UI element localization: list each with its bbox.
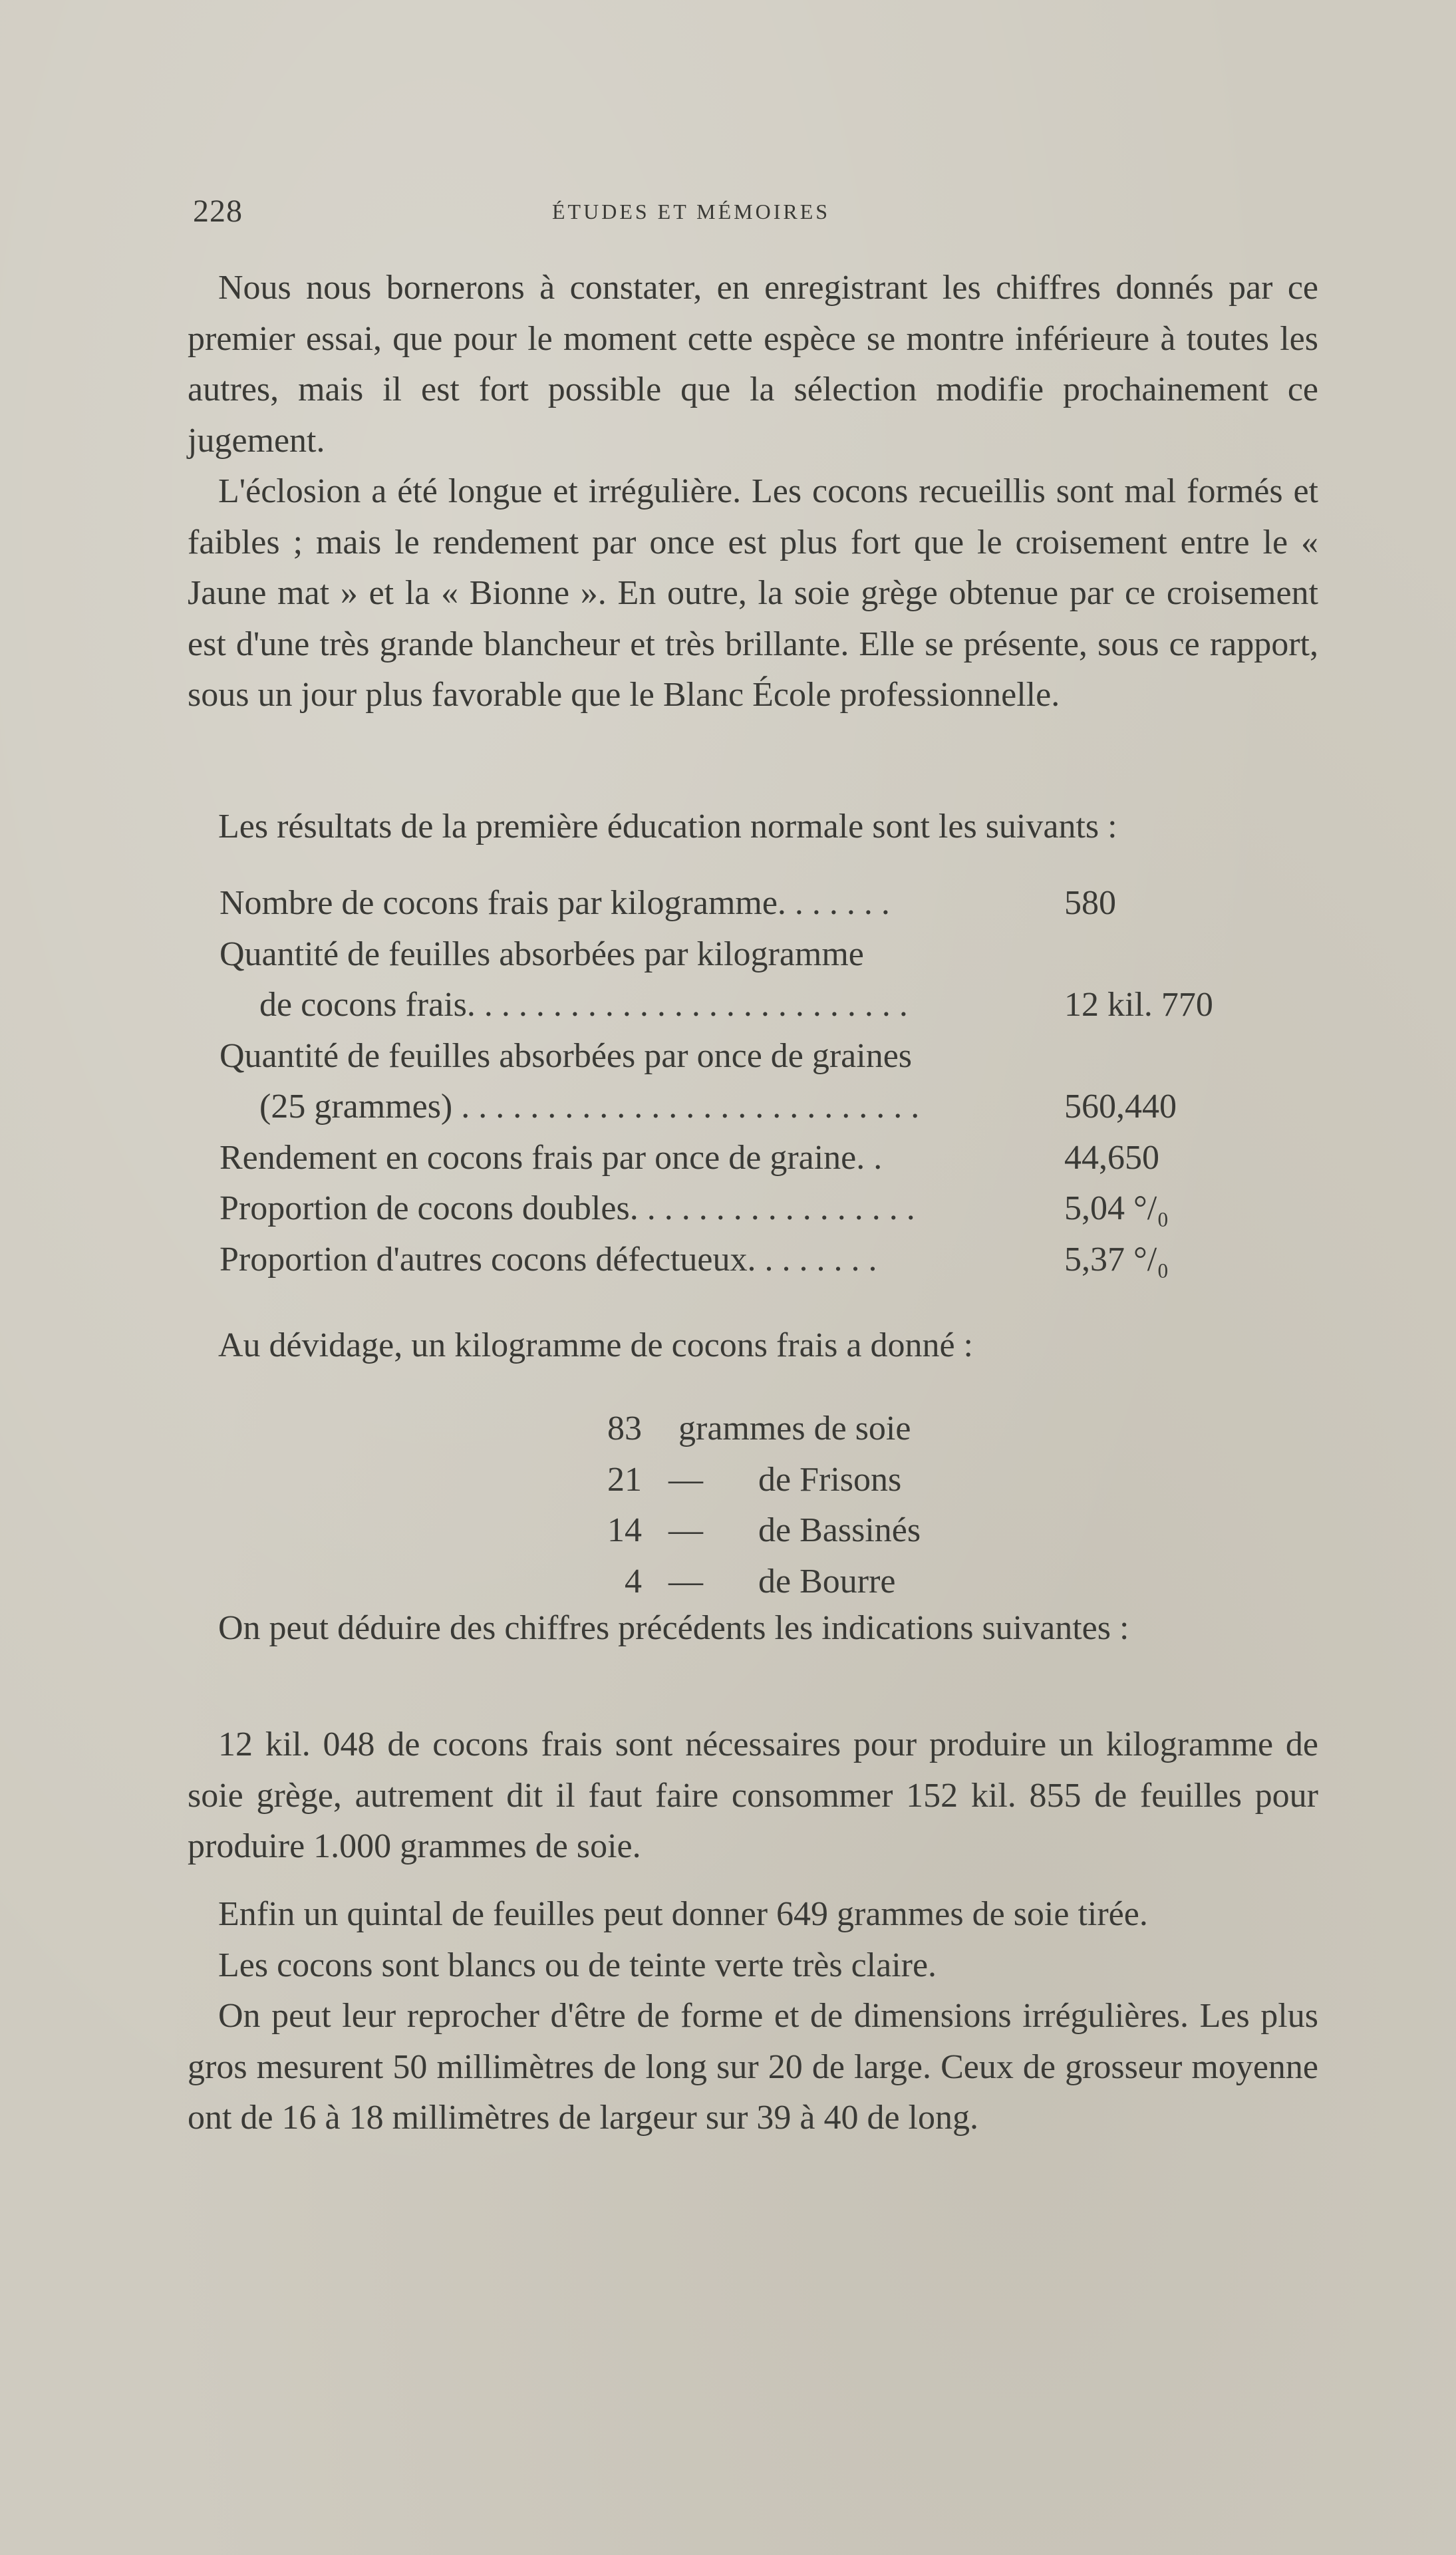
row-label: Proportion d'autres cocons défectueux. . . . . . . . bbox=[219, 1240, 877, 1278]
devidage-intro bbox=[188, 1320, 1318, 1372]
yield-label: de Bassinés bbox=[758, 1511, 921, 1549]
ditto-dash: — bbox=[668, 1460, 703, 1499]
results-intro bbox=[188, 802, 1318, 853]
table-row bbox=[219, 1183, 1310, 1235]
paragraph: On peut déduire des chiffres précédents les indications suivantes : bbox=[218, 1609, 1129, 1647]
yield-row bbox=[535, 1505, 1001, 1557]
row-label: Rendement en cocons frais par once de graine. . bbox=[219, 1138, 883, 1177]
paragraph: Au dévidage, un kilogramme de cocons frais a donné : bbox=[218, 1326, 973, 1364]
table-row bbox=[219, 1031, 1310, 1082]
conclusion-paragraph bbox=[188, 1720, 1318, 1873]
opening-paragraphs bbox=[188, 263, 1318, 721]
row-label: Quantité de feuilles absorbées par kilogramme bbox=[219, 935, 864, 973]
table-row bbox=[219, 980, 1310, 1031]
results-table bbox=[219, 878, 1310, 1285]
yield-row bbox=[535, 1455, 1001, 1506]
closing-paragraphs bbox=[188, 1889, 1318, 2144]
row-label: Proportion de cocons doubles. . . . . . . . . . . . . . . . . bbox=[219, 1189, 915, 1227]
row-value: 12 kil. 770 bbox=[1064, 986, 1213, 1024]
row-label: Nombre de cocons frais par kilogramme. . . . . . . bbox=[219, 884, 890, 922]
yield-qty: 21 bbox=[607, 1460, 642, 1499]
row-value: 44,650 bbox=[1064, 1138, 1159, 1177]
yield-qty: 83 bbox=[607, 1410, 642, 1447]
page-number: 228 bbox=[193, 194, 243, 229]
yield-row bbox=[535, 1404, 1001, 1455]
yield-label: de Bourre bbox=[758, 1562, 896, 1600]
row-value: 5,04 °/₀ bbox=[1064, 1189, 1169, 1227]
paragraph: Les résultats de la première éducation normale sont les suivants : bbox=[218, 808, 1117, 845]
table-row bbox=[219, 1133, 1310, 1184]
paragraph: Enfin un quintal de feuilles peut donner 649 grammes de soie tirée. bbox=[218, 1895, 1148, 1933]
table-row bbox=[219, 1082, 1310, 1133]
row-value: 560,440 bbox=[1064, 1088, 1177, 1126]
row-value: 5,37 °/₀ bbox=[1064, 1240, 1169, 1278]
yield-label: de Frisons bbox=[758, 1460, 902, 1499]
ditto-dash: — bbox=[668, 1511, 703, 1549]
yield-qty: 14 bbox=[607, 1511, 642, 1549]
deduce-intro bbox=[188, 1603, 1318, 1654]
paragraph: Nous nous bornerons à constater, en enregistrant les chiffres donnés par ce premier essai, que pour le moment cette espèce se montre inférieure à toutes les autres, mais il est fort possible que la sélection modifie prochainement ce jugement. bbox=[188, 269, 1318, 460]
table-row bbox=[219, 929, 1310, 980]
paragraph: On peut leur reprocher d'être de forme et de dimensions irrégulières. Les plus gros mesurent 50 millimètres de long sur 20 de large. Ceux de grosseur moyenne ont de 16 à 18 millimètres de largeur sur 39 à 40 de long. bbox=[188, 1997, 1318, 2137]
running-title: ÉTUDES ET MÉMOIRES bbox=[552, 200, 831, 224]
yield-qty: 4 bbox=[625, 1562, 642, 1600]
paragraph: L'éclosion a été longue et irrégulière. Les cocons recueillis sont mal formés et faibles ; mais le rendement par once est plus fort que le croisement entre le « Jaune mat » et la « Bionne ». En outre, la soie grège obtenue par ce croisement est d'une très grande blancheur et très brillante. Elle se présente, sous ce rapport, sous un jour plus favorable que le Blanc École professionnelle. bbox=[188, 472, 1318, 714]
paragraph: 12 kil. 048 de cocons frais sont nécessaires pour produire un kilogramme de soie grège, autrement dit il faut faire consommer 152 kil. 855 de feuilles pour produire 1.000 grammes de soie. bbox=[188, 1726, 1318, 1865]
yield-list bbox=[535, 1404, 1001, 1607]
yield-unit: grammes de soie bbox=[678, 1410, 911, 1447]
row-value: 580 bbox=[1064, 884, 1116, 922]
table-row bbox=[219, 878, 1310, 929]
paragraph: Les cocons sont blancs ou de teinte verte très claire. bbox=[218, 1946, 937, 1984]
row-label: (25 grammes) . . . . . . . . . . . . . . . . . . . . . . . . . . . bbox=[259, 1088, 920, 1126]
row-label: de cocons frais. . . . . . . . . . . . . . . . . . . . . . . . . . bbox=[259, 986, 908, 1024]
page-header bbox=[193, 193, 1324, 233]
ditto-dash: — bbox=[668, 1562, 703, 1600]
row-label: Quantité de feuilles absorbées par once de graines bbox=[219, 1036, 913, 1075]
yield-row bbox=[535, 1557, 1001, 1608]
table-row bbox=[219, 1235, 1310, 1286]
